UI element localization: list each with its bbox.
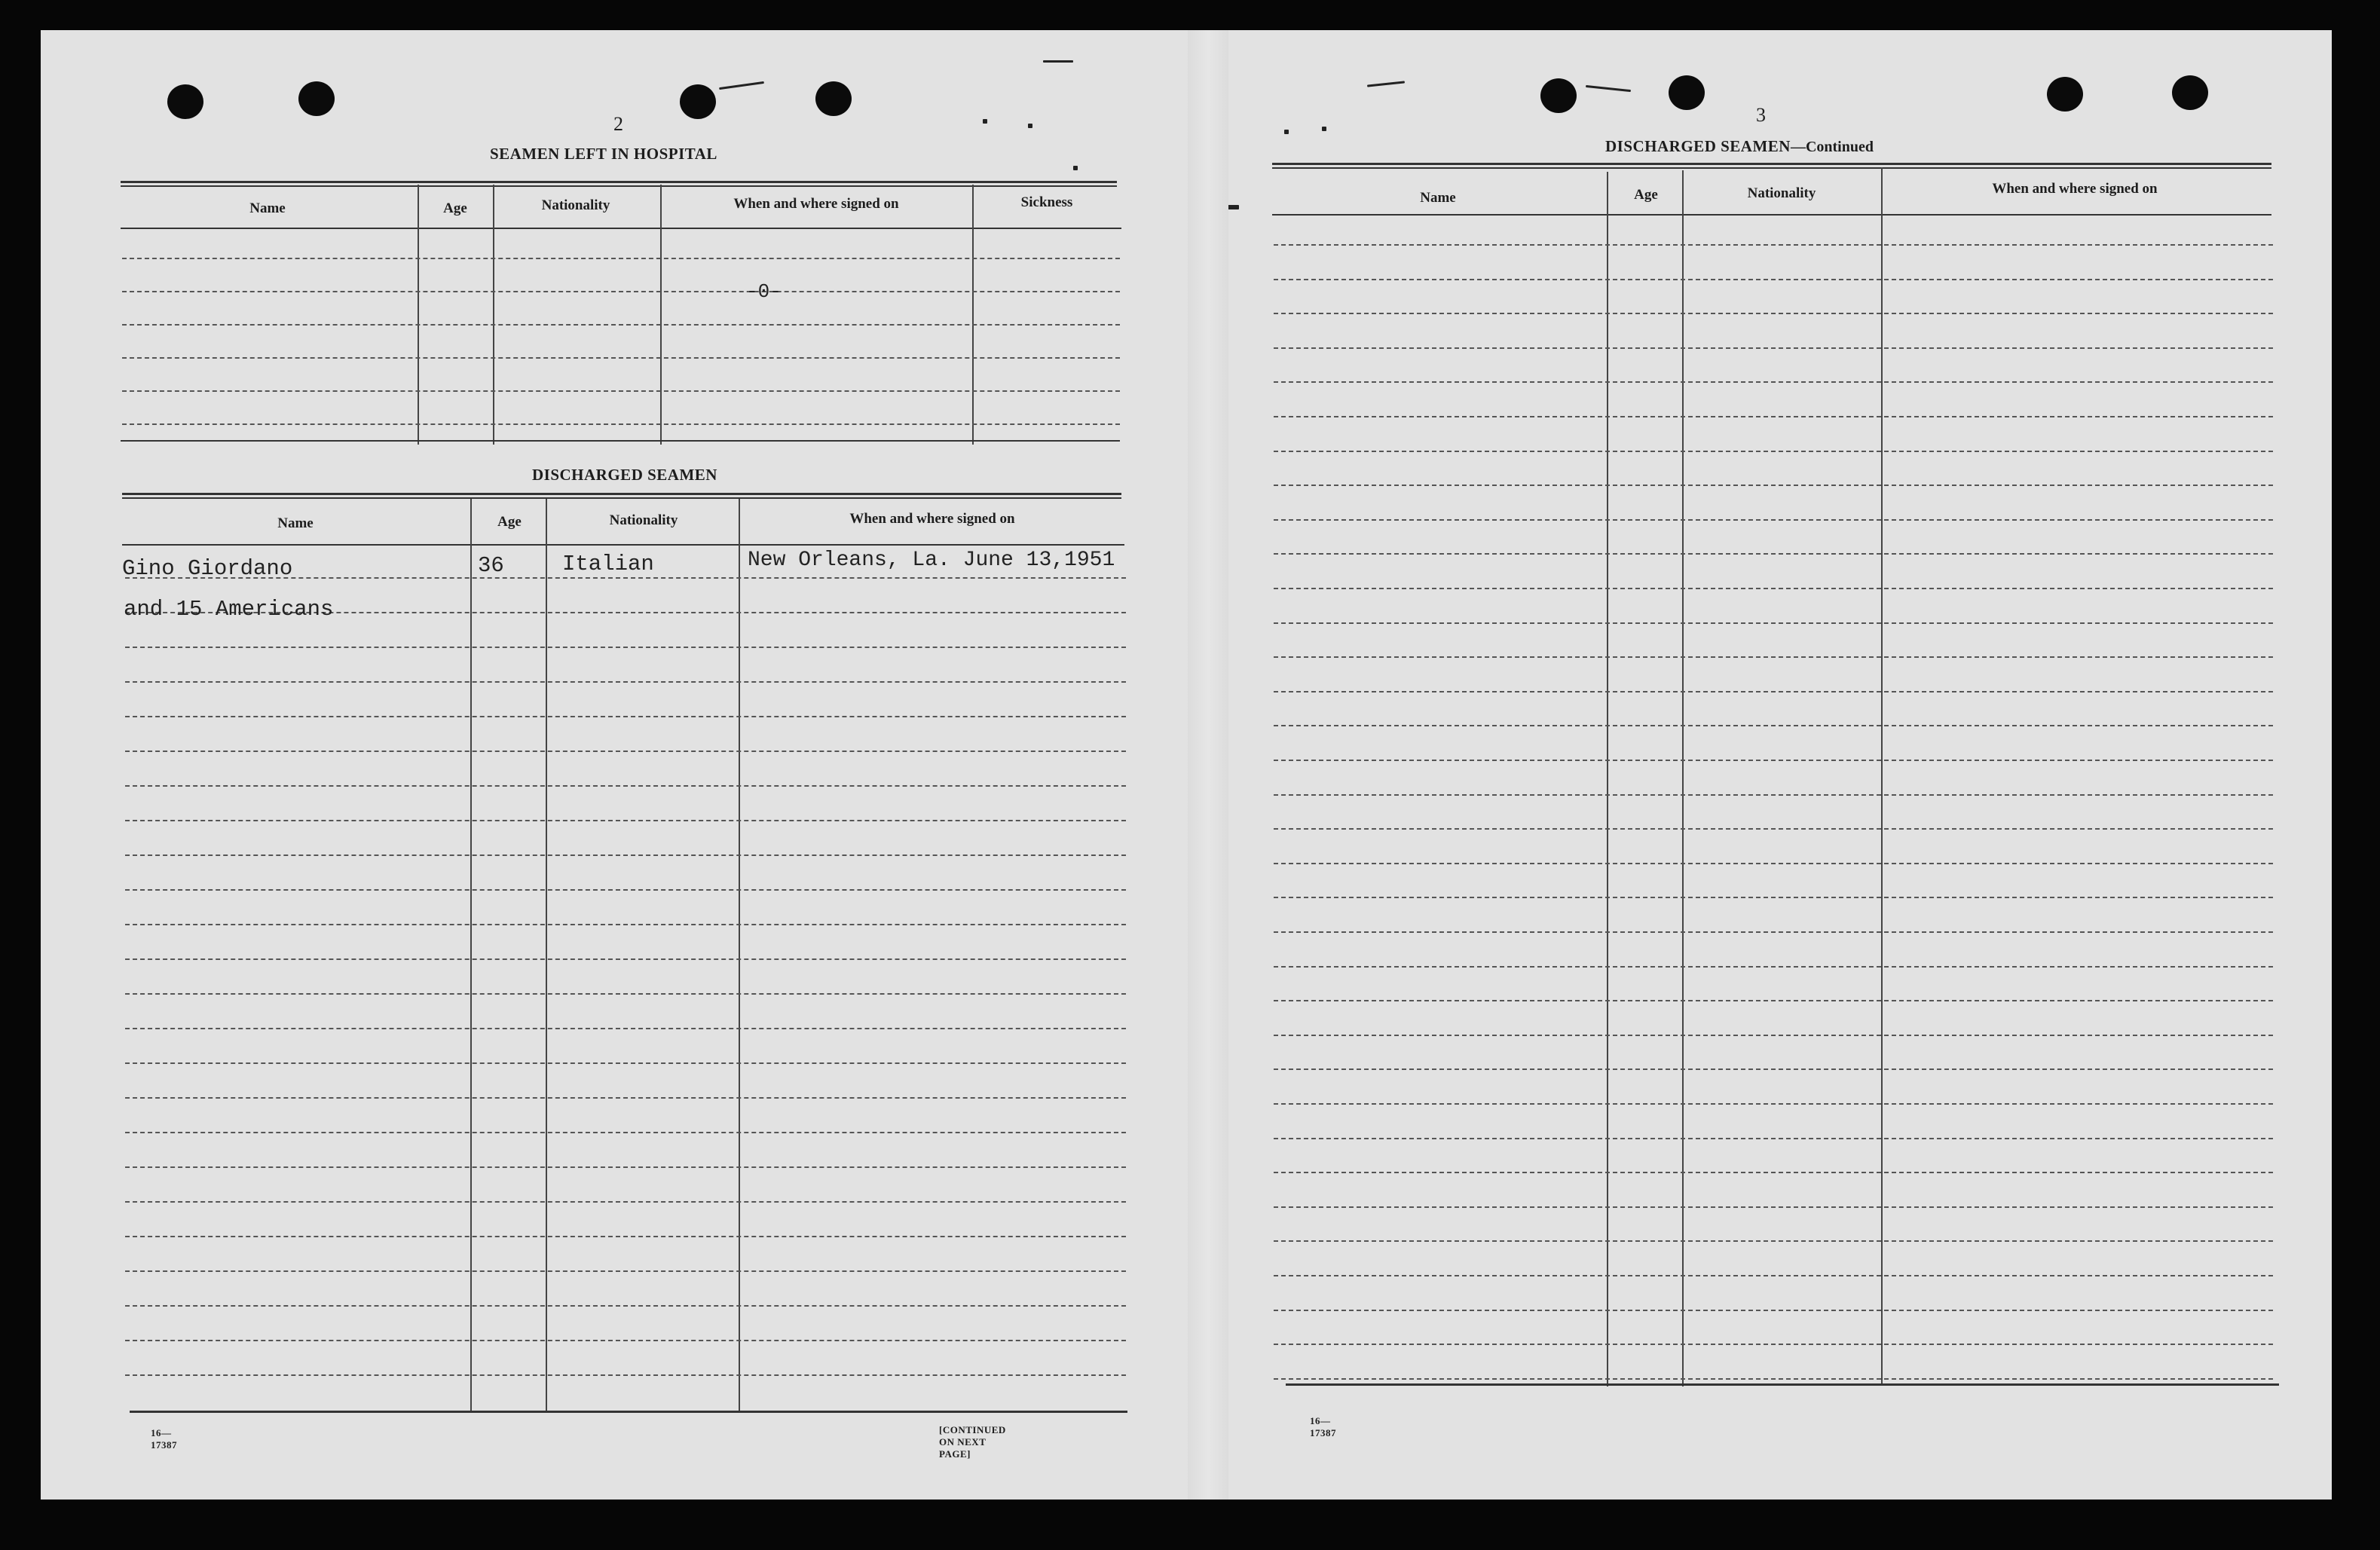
row-rule bbox=[125, 785, 1126, 787]
row-rule bbox=[1274, 828, 2273, 830]
discharged-col-signed-on: When and where signed on bbox=[849, 511, 1015, 527]
row-rule bbox=[1274, 1068, 2273, 1070]
discharged-col-nationality: Nationality bbox=[609, 512, 678, 528]
page-fold bbox=[1188, 30, 1228, 1500]
discharged-row-1-name: Gino Giordano bbox=[122, 556, 293, 581]
row-rule bbox=[125, 716, 1126, 717]
discharged-row-1-nationality: Italian bbox=[562, 552, 654, 576]
row-rule bbox=[1274, 381, 2273, 383]
row-rule bbox=[1274, 1240, 2273, 1242]
row-rule bbox=[1274, 588, 2273, 589]
row-rule bbox=[1274, 1310, 2273, 1311]
continued-table-top-rule bbox=[1272, 163, 2271, 169]
row-rule bbox=[125, 958, 1126, 960]
page-number: 3 bbox=[1756, 104, 1766, 126]
hospital-col-signed-on: When and where signed on bbox=[733, 196, 899, 212]
hospital-col-sickness: Sickness bbox=[1020, 194, 1073, 210]
row-rule bbox=[1274, 931, 2273, 933]
discharged-section-title: DISCHARGED SEAMEN bbox=[532, 466, 717, 484]
row-rule bbox=[1274, 656, 2273, 658]
row-rule bbox=[125, 854, 1126, 856]
row-rule bbox=[1274, 760, 2273, 761]
row-rule bbox=[122, 423, 1120, 425]
continued-note: [CONTINUED ON NEXT PAGE] bbox=[939, 1424, 1006, 1460]
page-number: 2 bbox=[613, 113, 623, 135]
row-rule bbox=[1274, 794, 2273, 796]
row-rule bbox=[125, 1374, 1126, 1376]
row-rule bbox=[1274, 279, 2273, 280]
row-rule bbox=[125, 1166, 1126, 1168]
row-rule bbox=[1274, 1138, 2273, 1139]
row-rule bbox=[125, 1062, 1126, 1064]
row-rule bbox=[122, 357, 1120, 359]
row-rule bbox=[125, 993, 1126, 995]
punch-hole bbox=[167, 84, 203, 119]
row-rule bbox=[1274, 1000, 2273, 1001]
row-rule bbox=[1274, 966, 2273, 968]
row-rule bbox=[125, 1132, 1126, 1133]
continued-section-title-suffix: —Continued bbox=[1790, 139, 1874, 155]
row-rule bbox=[1274, 622, 2273, 624]
hospital-col-name: Name bbox=[249, 200, 286, 216]
row-rule bbox=[125, 820, 1126, 821]
punch-hole bbox=[815, 81, 852, 116]
row-rule bbox=[125, 1340, 1126, 1341]
row-rule bbox=[1274, 244, 2273, 246]
continued-col-nationality: Nationality bbox=[1747, 185, 1816, 201]
discharged-row-1-signed-on: New Orleans, La. June 13,1951 bbox=[748, 549, 1115, 572]
row-rule bbox=[1274, 1206, 2273, 1208]
row-rule bbox=[1274, 313, 2273, 314]
row-rule bbox=[122, 258, 1120, 259]
punch-hole bbox=[2172, 75, 2208, 110]
punch-hole bbox=[2047, 77, 2083, 112]
row-rule bbox=[1274, 451, 2273, 452]
row-rule bbox=[1274, 725, 2273, 726]
punch-hole bbox=[1540, 78, 1577, 113]
row-rule bbox=[125, 924, 1126, 925]
continued-bottom-rule bbox=[1286, 1383, 2279, 1386]
row-rule bbox=[125, 1201, 1126, 1203]
hospital-bottom-rule bbox=[121, 440, 1120, 442]
row-rule bbox=[125, 1028, 1126, 1029]
discharged-row-1-age: 36 bbox=[478, 553, 504, 578]
row-rule bbox=[125, 889, 1126, 891]
discharged-col-age: Age bbox=[497, 514, 522, 530]
punch-hole bbox=[680, 84, 716, 119]
hospital-col-nationality: Nationality bbox=[541, 197, 610, 213]
discharged-table-top-rule bbox=[122, 493, 1121, 499]
discharged-col-name: Name bbox=[277, 515, 314, 531]
row-rule bbox=[125, 1305, 1126, 1307]
hospital-col-age: Age bbox=[443, 200, 467, 216]
row-rule bbox=[1274, 691, 2273, 692]
row-rule bbox=[122, 324, 1120, 326]
row-rule bbox=[1274, 519, 2273, 521]
row-rule bbox=[1274, 416, 2273, 417]
row-rule bbox=[1274, 553, 2273, 555]
hospital-nil-entry: -0- bbox=[746, 280, 782, 303]
continued-section-title-main: DISCHARGED SEAMEN bbox=[1605, 137, 1791, 155]
row-rule bbox=[122, 291, 1120, 292]
row-rule bbox=[125, 1270, 1126, 1272]
row-rule bbox=[1274, 1103, 2273, 1105]
discharged-row-2-name: and 15 Americans bbox=[124, 597, 334, 622]
row-rule bbox=[1274, 1035, 2273, 1036]
row-rule bbox=[1274, 1378, 2273, 1380]
continued-col-name: Name bbox=[1420, 190, 1456, 206]
row-rule bbox=[125, 1236, 1126, 1237]
form-number: 16—17387 bbox=[1310, 1415, 1336, 1438]
hospital-section-title: SEAMEN LEFT IN HOSPITAL bbox=[490, 145, 717, 163]
row-rule bbox=[1274, 863, 2273, 864]
hospital-table-top-rule bbox=[121, 181, 1117, 187]
row-rule bbox=[1274, 1344, 2273, 1345]
row-rule bbox=[1274, 1172, 2273, 1173]
continued-col-age: Age bbox=[1634, 187, 1658, 203]
continued-section-title bbox=[1605, 137, 1874, 156]
row-rule bbox=[125, 647, 1126, 648]
punch-hole bbox=[298, 81, 335, 116]
row-rule bbox=[1274, 347, 2273, 349]
row-rule bbox=[122, 390, 1120, 392]
form-number: 16—17387 bbox=[151, 1427, 177, 1451]
discharged-header-rule bbox=[122, 544, 1124, 546]
row-rule bbox=[125, 751, 1126, 752]
row-rule bbox=[1274, 1275, 2273, 1276]
discharged-bottom-rule bbox=[130, 1411, 1127, 1413]
punch-hole bbox=[1669, 75, 1705, 110]
row-rule bbox=[1274, 485, 2273, 486]
row-rule bbox=[1274, 897, 2273, 898]
continued-col-signed-on: When and where signed on bbox=[1992, 181, 2158, 197]
continued-header-rule bbox=[1272, 214, 2271, 216]
hospital-header-rule bbox=[121, 228, 1121, 229]
row-rule bbox=[125, 1097, 1126, 1099]
scanned-sheet bbox=[41, 30, 2332, 1500]
row-rule bbox=[125, 681, 1126, 683]
